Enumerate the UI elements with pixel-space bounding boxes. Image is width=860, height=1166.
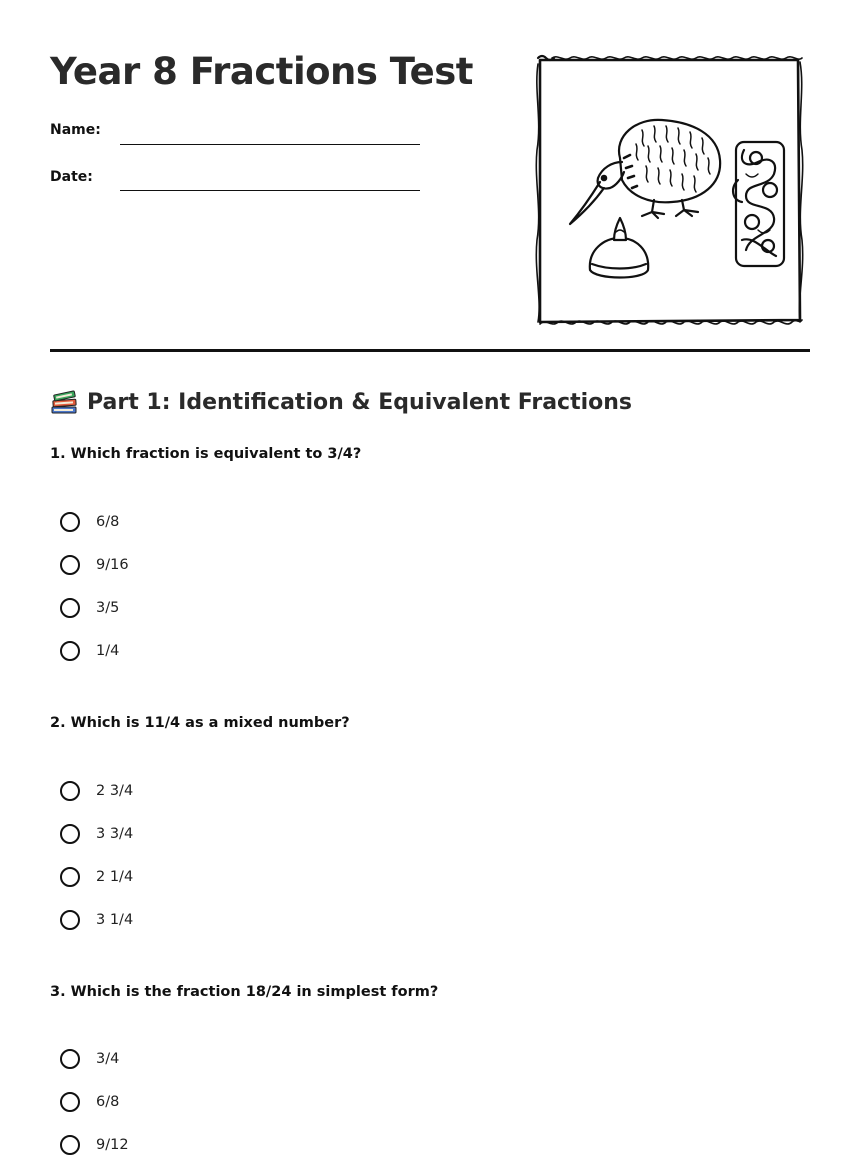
option-label: 3 3/4 [96, 825, 134, 842]
option-label: 9/16 [96, 556, 129, 573]
option-label: 6/8 [96, 1093, 120, 1110]
option-q1-d[interactable] [60, 629, 129, 672]
question-2: 2. Which is 11/4 as a mixed number? [50, 715, 350, 731]
option-q3-a[interactable] [60, 1037, 129, 1080]
radio-button[interactable] [60, 641, 80, 661]
option-q1-a[interactable] [60, 500, 129, 543]
option-q1-b[interactable] [60, 543, 129, 586]
header-divider [50, 349, 810, 352]
option-label: 3 1/4 [96, 911, 134, 928]
name-label: Name: [50, 122, 101, 138]
books-icon [50, 388, 78, 416]
question-1: 1. Which fraction is equivalent to 3/4? [50, 446, 362, 462]
option-q3-b[interactable] [60, 1080, 129, 1123]
kiwi-illustration [532, 50, 808, 330]
name-field[interactable] [120, 144, 420, 145]
radio-button[interactable] [60, 555, 80, 575]
option-q3-c[interactable] [60, 1123, 129, 1166]
option-label: 2 1/4 [96, 868, 134, 885]
radio-button[interactable] [60, 1135, 80, 1155]
date-label: Date: [50, 169, 93, 185]
option-q2-c[interactable] [60, 855, 133, 898]
question-2-options [60, 769, 133, 941]
radio-button[interactable] [60, 512, 80, 532]
radio-button[interactable] [60, 1049, 80, 1069]
radio-button[interactable] [60, 867, 80, 887]
radio-button[interactable] [60, 781, 80, 801]
radio-button[interactable] [60, 1092, 80, 1112]
option-label: 6/8 [96, 513, 120, 530]
radio-button[interactable] [60, 824, 80, 844]
radio-button[interactable] [60, 598, 80, 618]
radio-button[interactable] [60, 910, 80, 930]
option-label: 9/12 [96, 1136, 129, 1153]
date-field[interactable] [120, 190, 420, 191]
option-q2-d[interactable] [60, 898, 133, 941]
question-1-options [60, 500, 129, 672]
section-heading [50, 388, 632, 416]
option-q1-c[interactable] [60, 586, 129, 629]
option-q2-b[interactable] [60, 812, 133, 855]
section-title: Part 1: Identification & Equivalent Fractions [87, 389, 633, 415]
option-label: 3/4 [96, 1050, 120, 1067]
page-title: Year 8 Fractions Test [50, 50, 473, 93]
option-q2-a[interactable] [60, 769, 133, 812]
question-3-options [60, 1037, 129, 1166]
option-label: 3/5 [96, 599, 120, 616]
option-label: 1/4 [96, 642, 120, 659]
question-3: 3. Which is the fraction 18/24 in simplest form? [50, 984, 439, 1000]
option-label: 2 3/4 [96, 782, 134, 799]
